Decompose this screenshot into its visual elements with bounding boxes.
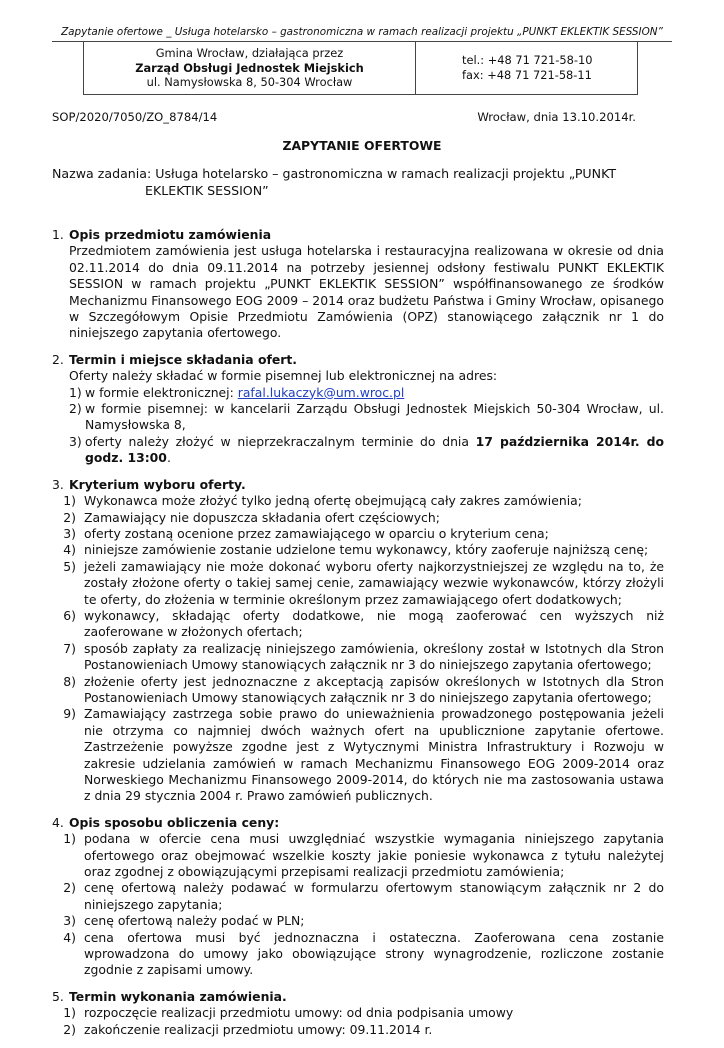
list-item: [55, 493, 664, 509]
org-line-2: Zarząd Obsługi Jednostek Miejskich: [135, 60, 364, 75]
item-number: 5): [63, 558, 76, 574]
section-4-heading: [52, 815, 664, 831]
item-text: [83, 385, 664, 401]
task-line-1: Nazwa zadania: Usługa hotelarsko – gastronomiczna w ramach realizacji projektu „PUNKT: [52, 166, 617, 181]
document-body: [52, 227, 664, 1048]
item-text: cenę ofertową należy podać w PLN;: [84, 913, 305, 929]
list-item: [55, 1022, 664, 1038]
section-2: [52, 352, 664, 467]
email-link[interactable]: rafal.lukaczyk@um.wroc.pl: [237, 384, 405, 400]
list-item: [55, 913, 664, 929]
item-text-part: w formie elektronicznej:: [85, 384, 238, 400]
section-title: Termin i miejsce składania ofert.: [69, 351, 298, 367]
item-number: 2): [63, 1021, 76, 1037]
list-item: [55, 526, 664, 542]
place-date: Wrocław, dnia 13.10.2014r.: [477, 110, 636, 124]
section-title: Opis sposobu obliczenia ceny:: [69, 814, 280, 830]
section-5-list: [52, 1005, 664, 1038]
list-item: [55, 880, 664, 913]
task-name: [52, 165, 636, 199]
section-2-heading: [52, 352, 664, 368]
item-text: niniejsze zamówienie zostanie udzielone temu wykonawcy, który zaoferuje najniższą cenę;: [84, 542, 649, 558]
item-text: zakończenie realizacji przedmiotu umowy: 09.11.2014 r.: [84, 1021, 433, 1037]
item-text: oferty zostaną ocenione przez zamawiającego w oparciu o kryterium cena;: [84, 525, 549, 541]
list-item: [55, 559, 664, 608]
item-number: 1): [63, 1005, 76, 1021]
item-number: 2): [63, 509, 76, 525]
section-1-text: Przedmiotem zamówienia jest usługa hotelarska i restauracyjna realizowana w okresie od dnia 02.11.2014 do dnia 09.11.2014 na potrzeby jesiennej odsłony festiwalu PUNKT EKLEKTIK SESSION w ramach projektu „PUNKT EKLEKTIK SESSION” współfinansowanego ze środków Mechanizmu Finansowego EOG 2009 – 2014 oraz budżetu Państwa i Gminy Wrocław, opisanego w Szczegółowym Opisie Przedmiotu Zamówienia (OPZ) stanowiącego załącznik nr 1 do niniejszego zapytania ofertowego.: [69, 243, 664, 341]
item-number: 6): [63, 607, 76, 623]
item-text: wykonawcy, składając oferty dodatkowe, nie mogą zaoferować cen wyższych niż zaoferowane w złożonych ofertach;: [84, 607, 664, 640]
item-number: 2): [63, 880, 76, 896]
item-number: 7): [63, 640, 76, 656]
list-item: [55, 608, 664, 641]
item-number: 4): [63, 542, 76, 558]
item-text-end: .: [166, 450, 171, 466]
section-2-body: [52, 368, 664, 466]
section-5: [52, 989, 664, 1038]
section-1-heading: [52, 227, 664, 243]
item-text: sposób zapłaty za realizację niniejszego zamówienia, określony został w Istotnych dla Stron Postanowieniach Umowy stanowiących załącznik nr 3 do niniejszego zapytania ofertowego;: [84, 640, 664, 673]
letterhead-box: [83, 42, 638, 95]
list-item: [55, 510, 664, 526]
deadline-text: 17 października 2014r. do godz. 13:00: [85, 433, 664, 466]
list-item: [69, 385, 664, 401]
document-title: ZAPYTANIE OFERTOWE: [282, 138, 442, 153]
item-text: jeżeli zamawiający nie może dokonać wyboru oferty najkorzystniejszej ze względu na to, że zostały złożone oferty o takiej samej cenie, zamawiający wezwie wykonawców, którzy złożyli te oferty, do złożenia w terminie określonym przez zamawiającego ofert dodatkowych;: [84, 558, 664, 607]
organization-block: [84, 42, 416, 94]
list-item: [55, 1005, 664, 1021]
list-item: [55, 831, 664, 880]
section-number: 1.: [52, 227, 64, 242]
section-1: [52, 227, 664, 342]
section-number: 5.: [52, 988, 64, 1004]
section-3-list: [52, 493, 664, 805]
item-number: 9): [63, 706, 76, 722]
task-line-2: EKLEKTIK SESSION”: [145, 183, 269, 198]
item-number: 2): [69, 401, 82, 417]
list-item: [55, 706, 664, 804]
item-number: 8): [63, 673, 76, 689]
section-title: Termin wykonania zamówienia.: [69, 988, 287, 1004]
contact-block: [416, 42, 637, 94]
item-number: 1): [69, 384, 82, 400]
item-text-part: oferty należy złożyć w nieprzekraczalnym terminie do dnia: [85, 433, 476, 449]
item-text: w formie pisemnej: w kancelarii Zarządu Obsługi Jednostek Miejskich 50-304 Wrocław, ul. Namysłowska 8,: [85, 401, 664, 433]
item-text: cena ofertowa musi być jednoznaczna i ostateczna. Zaoferowana cena zostanie wprowadzona do umowy jako obowiązujące strony wynagrodzenie, rozliczone zostanie zgodnie z zapisami umowy.: [84, 929, 664, 978]
running-header: Zapytanie ofertowe _ Usługa hotelarsko – gastronomiczna w ramach realizacji projektu „PUNKT EKLEKTIK SESSION”: [61, 26, 663, 38]
item-number: 3): [63, 913, 76, 929]
section-4-list: [52, 831, 664, 979]
item-number: 3): [69, 433, 82, 449]
reference-line: [52, 109, 636, 125]
item-text: Zamawiający nie dopuszcza składania ofert częściowych;: [84, 509, 440, 525]
list-item: [69, 434, 664, 467]
item-text: rozpoczęcie realizacji przedmiotu umowy: od dnia podpisania umowy: [84, 1005, 514, 1021]
org-line-1: Gmina Wrocław, działająca przez: [155, 46, 344, 61]
section-4: [52, 815, 664, 979]
item-text: złożenie oferty jest jednoznaczne z akceptacją zapisów określonych w Istotnych dla Stron Postanowieniach Umowy stanowiących załącznik nr 3 do niniejszego zapytania ofertowego;: [84, 673, 664, 705]
section-5-heading: [52, 989, 664, 1005]
reference-number: SOP/2020/7050/ZO_8784/14: [52, 110, 218, 124]
list-item: [55, 930, 664, 979]
item-text: podana w ofercie cena musi uwzględniać wszystkie wymagania niniejszego zapytania ofertowego oraz obejmować wszelkie koszty jakie poniesie wykonawca z tytułu należytej oraz zgodnej z obowiązującymi przepisami realizacji przedmiotu zamówienia;: [84, 831, 664, 880]
list-item: [69, 401, 664, 434]
list-item: [55, 542, 664, 558]
section-title: Kryterium wyboru oferty.: [69, 476, 246, 492]
section-title: Opis przedmiotu zamówienia: [69, 227, 272, 242]
section-number: 3.: [52, 476, 64, 492]
phone-number: tel.: +48 71 721-58-10: [462, 53, 593, 68]
section-3-heading: [52, 477, 664, 493]
fax-number: fax: +48 71 721-58-11: [462, 68, 592, 82]
item-text: cenę ofertową należy podawać w formularzu ofertowym stanowiącym załącznik nr 2 do niniejszego zapytania;: [84, 880, 664, 912]
item-number: 1): [63, 493, 76, 509]
item-text: Wykonawca może złożyć tylko jedną ofertę obejmującą cały zakres zamówienia;: [84, 493, 582, 509]
item-number: 3): [63, 525, 76, 541]
item-text: [83, 434, 664, 467]
section-3: [52, 477, 664, 805]
section-2-intro: Oferty należy składać w formie pisemnej lub elektronicznej na adres:: [69, 368, 498, 384]
item-number: 4): [63, 929, 76, 945]
list-item: [55, 674, 664, 707]
section-number: 4.: [52, 814, 64, 830]
item-text: Zamawiający zastrzega sobie prawo do unieważnienia prowadzonego postępowania jeżeli nie otrzyma co najmniej dwóch ważnych ofert na upublicznione zapytanie ofertowe. Zastrzeżenie powyższe zgodne jest z Wytycznymi Ministra Infrastruktury i Rozwoju w zakresie udzielania zamówień w ramach Mechanizmu Finansowego EOG 2009-2014 oraz Norweskiego Mechanizmu Finansowego 2009-2014, do których nie ma zastosowania ustawa z dnia 29 stycznia 2004 r. Prawo zamówień publicznych.: [84, 706, 664, 804]
org-line-3: ul. Namysłowska 8, 50-304 Wrocław: [146, 75, 353, 90]
list-item: [55, 641, 664, 674]
section-number: 2.: [52, 351, 64, 367]
item-number: 1): [63, 831, 76, 847]
